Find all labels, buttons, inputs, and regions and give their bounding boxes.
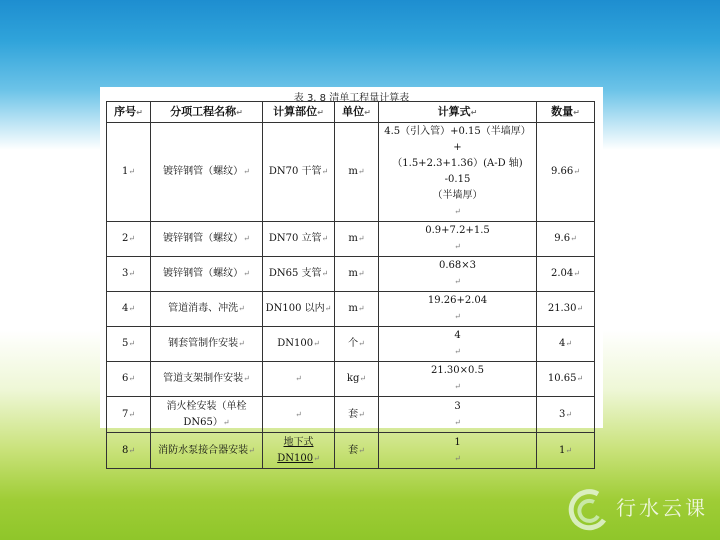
cell-part: DN70 立管↵ [263,222,335,257]
cell-formula [379,327,537,362]
cell-no: 3↵ [107,257,151,292]
paragraph-mark-icon: ↵ [573,107,580,117]
paragraph-mark-icon: ↵ [573,167,580,176]
table-row [107,222,595,257]
table-row [107,397,595,433]
formula-line: 21.30×0.5 [431,365,484,376]
table-row [107,292,595,327]
paragraph-mark-icon: ↵ [128,269,136,278]
paragraph-mark-icon: ↵ [364,107,371,117]
cell-qty: 9.6↵ [537,222,595,257]
paragraph-mark-icon: ↵ [573,269,580,278]
column-header: 分项工程名称↵ [151,102,263,123]
cell-name: 镀锌钢管（螺纹）↵ [151,123,263,222]
paragraph-mark-icon: ↵ [324,304,332,313]
cell-part: 地下式 DN100↵ [263,433,335,469]
paragraph-mark-icon: ↵ [128,234,136,243]
paragraph-mark-icon: ↵ [358,339,365,348]
formula-line: 0.9+7.2+1.5 [425,225,490,236]
paragraph-mark-icon: ↵ [454,382,461,391]
table-row [107,362,595,397]
logo [560,484,720,534]
paragraph-mark-icon: ↵ [357,234,365,243]
cell-no: 2↵ [107,222,151,257]
cell-no: 7↵ [107,397,151,433]
cell-unit: kg↵ [335,362,379,397]
paragraph-mark-icon: ↵ [321,269,329,278]
cell-formula [379,257,537,292]
paragraph-mark-icon: ↵ [570,234,577,243]
cell-qty: 4↵ [537,327,595,362]
cell-unit: 套↵ [335,397,379,433]
cell-part [263,397,335,433]
cell-unit: m↵ [335,222,379,257]
cell-unit: 个↵ [335,327,379,362]
paragraph-mark-icon: ↵ [454,207,461,216]
cell-formula [379,397,537,433]
cell-name: 管道支架制作安装↵ [151,362,263,397]
cell-qty: 9.66↵ [537,123,595,222]
paragraph-mark-icon: ↵ [236,107,243,117]
formula-line: （1.5+2.3+1.36）(A-D 轴) -0.15 [392,158,523,185]
cell-part [263,362,335,397]
paragraph-mark-icon: ↵ [454,312,461,321]
paragraph-mark-icon: ↵ [565,445,573,455]
cell-name: 管道消毒、冲洗↵ [151,292,263,327]
table-caption: 表 3. 8 清单工程量计算表 [293,93,410,104]
cell-part: DN100 以内↵ [263,292,335,327]
formula-line: （半墙厚） [432,190,483,201]
paragraph-mark-icon: ↵ [243,374,250,383]
paragraph-mark-icon: ↵ [454,453,461,463]
paragraph-mark-icon: ↵ [565,409,573,419]
cell-qty: 2.04↵ [537,257,595,292]
table-row [107,327,595,362]
cell-qty: 21.30↵ [537,292,595,327]
paragraph-mark-icon: ↵ [238,304,245,313]
cell-formula [379,433,537,469]
cell-name: 镀锌钢管（螺纹）↵ [151,257,263,292]
cell-part: DN70 干管↵ [263,123,335,222]
paragraph-mark-icon: ↵ [313,339,320,348]
formula-line: 19.26+2.04 [427,295,488,306]
column-header: 计算式↵ [379,102,537,123]
table-row [107,257,595,292]
paragraph-mark-icon: ↵ [128,167,136,176]
paragraph-mark-icon: ↵ [357,167,365,176]
paragraph-mark-icon: ↵ [576,374,584,383]
paragraph-mark-icon: ↵ [358,409,365,419]
cell-unit: m↵ [335,123,379,222]
paragraph-mark-icon: ↵ [357,269,365,278]
paragraph-mark-icon: ↵ [128,374,136,383]
paragraph-mark-icon: ↵ [565,339,573,348]
paragraph-mark-icon: ↵ [470,107,478,117]
paragraph-mark-icon: ↵ [359,374,367,383]
paragraph-mark-icon: ↵ [321,234,329,243]
paragraph-mark-icon: ↵ [576,304,584,313]
paragraph-mark-icon: ↵ [222,417,230,427]
cell-no: 8↵ [107,433,151,469]
cell-no: 5↵ [107,327,151,362]
formula-line: 4 [454,330,461,341]
formula-line: 1 [454,436,461,448]
paragraph-mark-icon: ↵ [248,445,255,455]
formula-line: 0.68×3 [438,260,476,271]
column-header: 计算部位↵ [263,102,335,123]
paragraph-mark-icon: ↵ [243,167,250,176]
cell-qty: 3↵ [537,397,595,433]
paragraph-mark-icon: ↵ [321,167,329,176]
table-image [100,87,603,464]
paragraph-mark-icon: ↵ [454,417,461,427]
slide-header-band [0,0,720,70]
table-row [107,123,595,222]
paragraph-mark-icon: ↵ [128,339,136,348]
quantity-table [106,101,595,469]
cell-unit: m↵ [335,257,379,292]
cell-unit: m↵ [335,292,379,327]
cell-formula [379,292,537,327]
paragraph-mark-icon: ↵ [295,374,302,383]
column-header: 数量↵ [537,102,595,123]
cell-name: 消火栓安装（单栓 DN65）↵ [151,397,263,433]
paragraph-mark-icon: ↵ [317,107,324,117]
cell-formula [379,362,537,397]
cell-formula [379,222,537,257]
table-row [107,433,595,469]
cell-name: 镀锌钢管（螺纹）↵ [151,222,263,257]
cell-qty: 1↵ [537,433,595,469]
cell-no: 1↵ [107,123,151,222]
cell-part: DN100↵ [263,327,335,362]
paragraph-mark-icon: ↵ [454,347,461,356]
paragraph-mark-icon: ↵ [243,269,250,278]
column-header: 序号↵ [107,102,151,123]
column-header: 单位↵ [335,102,379,123]
logo-text: 行水云课 [616,496,708,520]
table-header-row [107,102,595,123]
paragraph-mark-icon: ↵ [454,277,461,286]
paragraph-mark-icon: ↵ [295,409,302,419]
cell-formula [379,123,537,222]
formula-line: 3 [454,400,461,412]
cell-no: 4↵ [107,292,151,327]
paragraph-mark-icon: ↵ [454,242,461,251]
cell-qty: 10.65↵ [537,362,595,397]
paragraph-mark-icon: ↵ [136,107,143,117]
logo-swirl-icon [560,484,616,534]
paragraph-mark-icon: ↵ [313,453,320,463]
paragraph-mark-icon: ↵ [358,445,365,455]
paragraph-mark-icon: ↵ [128,445,136,455]
paragraph-mark-icon: ↵ [243,234,250,243]
cell-no: 6↵ [107,362,151,397]
formula-line: 4.5（引入管）+0.15（半墙厚）+ [384,126,531,153]
cell-name: 消防水泵接合器安装↵ [151,433,263,469]
cell-part: DN65 支管↵ [263,257,335,292]
paragraph-mark-icon: ↵ [128,409,136,419]
cell-unit: 套↵ [335,433,379,469]
paragraph-mark-icon: ↵ [357,304,365,313]
paragraph-mark-icon: ↵ [238,339,245,348]
cell-name: 钢套管制作安装↵ [151,327,263,362]
paragraph-mark-icon: ↵ [128,304,136,313]
